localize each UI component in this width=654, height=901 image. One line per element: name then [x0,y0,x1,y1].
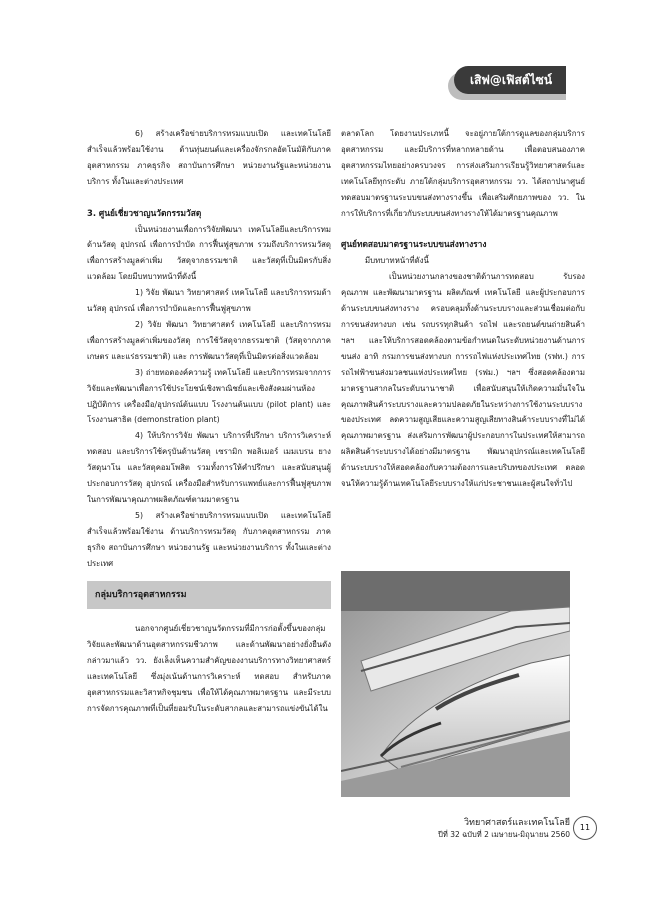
left-paragraph-3: นอกจากศูนย์เชี่ยวชาญนวัตกรรมที่มีการก่อตั้งขึ้นของกลุ่มวิจัยและพัฒนาด้านอุตสาหกรรมชีวภาพ และด้านพัฒนาอย่างยั่งยืนดังกล่าวมาแล้ว วว. ยังเล็งเห็นความสำคัญของงานบริการทางวิทยาศาสตร์และเทคโนโลยี ซึ่งมุ่งเน้นด้านการวิเคราะห์ ทดสอบ สำหรับภาคอุตสาหกรรมและวิสาหกิจชุมชน เพื่อให้ได้คุณภาพมาตรฐาน และมีระบบการจัดการคุณภาพที่เป็นที่ยอมรับในระดับสากลและสามารถแข่งขันได้ใน [87,624,331,713]
rail-center-subheading: มีบทบาทหน้าที่ดังนี้ [365,256,429,266]
list-item-2: 2) วิจัย พัฒนา วิทยาศาสตร์ เทคโนโลยี และบริการทรมเพื่อการสร้างมูลค่าเพิ่มของวัสดุ การใช้วัสดุจากธรรมชาติ (วัสดุจากภาคเกษตร และแร่ธรรมชาติ) และ การพัฒนาวัสดุที่เป็นมิตรต่อสิ่งแวดล้อม [87,319,331,361]
section-band-industrial-services: กลุ่มบริการอุตสาหกรรม [87,581,331,609]
issue-info: ปีที่ 32 ฉบับที่ 2 เมษายน-มิถุนายน 2560 [438,830,570,839]
rail-center-heading: ศูนย์ทดสอบมาตรฐานระบบขนส่งทางราง [341,239,487,250]
publication-title: วิทยาศาสตร์และเทคโนโลยี [463,818,570,828]
section-heading-3: 3. ศูนย์เชี่ยวชาญนวัตกรรมวัสดุ [87,207,202,218]
list-item-1: 1) วิจัย พัฒนา วิทยาศาสตร์ เทคโนโลยี และบริการทรมด้านวัสดุ อุปกรณ์ เพื่อการบำบัดและการฟื้นฟูสุขภาพ [87,288,331,314]
section-tab-label: เสิฟ@เฟิสต์ไซน์ [470,73,553,87]
train-models-photo [341,571,570,797]
left-paragraph-1: 6) สร้างเครือข่ายบริการทรมแบบเปิด และเทคโนโลยีสำเร็จแล้วพร้อมใช้งาน ด้านทุ่นยนต์และเครื่องจักรกลอัตโนมัติกับภาคอุตสาหกรรม ภาคธุรกิจ สถาบันการศึกษา หน่วยงานรัฐและหน่วยงานบริการ ทั้งในและต่างประเทศ [87,129,331,186]
right-column [341,126,585,492]
list-item-5: 5) สร้างเครือข่ายบริการทรมแบบเปิด และเทคโนโลยีสำเร็จแล้วพร้อมใช้งาน ด้านบริการทรมวัสดุ กับภาคอุตสาหกรรม ภาคธุรกิจ สถาบันการศึกษา หน่วยงานรัฐ และหน่วยงานบริการ ทั้งในและต่างประเทศ [87,510,331,568]
list-item-3: 3) ถ่ายทอดองค์ความรู้ เทคโนโลยี และบริการทรมจากการวิจัยและพัฒนาเพื่อการใช้ประโยชน์เชิงพาณิชย์และเชิงสังคมผ่านห้องปฏิบัติการ เครื่องมือ/อุปกรณ์ต้นแบบ โรงงานต้นแบบ (pilot plant) และโรงงานสาธิต (demonstration plant) [87,367,331,425]
list-item-4: 4) ให้บริการวิจัย พัฒนา บริการที่ปรึกษา บริการวิเคราะห์ทดสอบ และบริการใช้ครุบันด้านวัสดุ เซรามิก พอลิเมอร์ เมมเบรน ยาง วัสดุนาโน และวัสดุคอมโพสิต รวมทั้งการให้คำปรึกษา และสนับสนุนผู้ประกอบการวัสดุ อุปกรณ์ เครื่องมือสำหรับการแพทย์และการฟื้นฟูสุขภาพในการพัฒนาคุณภาพผลิตภัณฑ์ตามมาตรฐาน [87,431,331,504]
right-paragraph-2: เป็นหน่วยงานกลางของชาติด้านการทดสอบ รับรองคุณภาพ และพัฒนามาตรฐาน ผลิตภัณฑ์ เทคโนโลยี และผู้ประกอบการด้านระบบขนส่งทางราง ครอบคลุมทั้งด้านระบบรางและส่วนเชื่อมต่อกับการขนส่งทางบก เช่น รถบรรทุกสินค้า รถไฟ และรถยนต์ขนถ่ายสินค้า ฯลฯ และให้บริการสอดคล้องตามข้อกำหนดในระดับหน่วยงานด้านการขนส่ง อาทิ กรมการขนส่งทางบก การรถไฟแห่งประเทศไทย (รฟท.) การรถไฟฟ้าขนส่งมวลชนแห่งประเทศไทย (รฟม.) ฯลฯ ซึ่งสอดคล้องตามมาตรฐานสากลในระดับนานาชาติ เพื่อสนับสนุนให้เกิดความมั่นใจในคุณภาพสินค้าระบบรางและความปลอดภัยในระหว่างการใช้งานระบบรางของประเทศ ลดความสูญเสียและความสูญเสียทางสินค้าระบบรางที่ไม่ได้คุณภาพมาตรฐาน ส่งเสริมการพัฒนาผู้ประกอบการในประเทศให้สามารถผลิตสินค้าระบบรางได้อย่างมีมาตรฐาน พัฒนาอุปกรณ์และเทคโนโลยีด้านระบบรางให้สอดคล้องกับความต้องการและบริบทของประเทศ ตลอดจนให้ความรู้ด้านเทคโนโลยีระบบรางให้แก่ประชาชนและผู้สนใจทั่วไป [341,272,585,489]
right-paragraph-1: ตลาดโลก โดยงานประเภทนี้ จะอยู่ภายใต้การดูแลของกลุ่มบริการอุตสาหกรรม และมีบริการที่หลากหลายด้าน เพื่อตอบสนองภาคอุตสาหกรรมไทยอย่างครบวงจร การส่งเสริมการเรียนรู้วิทยาศาสตร์และเทคโนโลยีทุกระดับ ภายใต้กลุ่มบริการอุตสาหกรรม วว. ได้สถาปนาศูนย์ทดสอบมาตรฐานระบบขนส่งทางรางขึ้น เพื่อเสริมศักยภาพของ วว. ในการให้บริการที่เกี่ยวกับระบบขนส่งทางรางให้ได้มาตรฐานคุณภาพ [341,129,585,218]
page-number: 11 [573,816,597,840]
page-footer [400,817,570,840]
left-column [87,126,331,717]
left-paragraph-2: เป็นหน่วยงานเพื่อการวิจัยพัฒนา เทคโนโลยีและบริการทม ด้านวัสดุ อุปกรณ์ เพื่อการบำบัด การฟื้นฟูสุขภาพ รวมถึงบริการทรมวัสดุเพื่อการสร้างมูลค่าเพิ่ม วัสดุจากธรรมชาติ และวัสดุที่เป็นมิตรกับสิ่งแวดล้อม โดยมีบทบาทหน้าที่ดังนี้ [87,224,331,282]
